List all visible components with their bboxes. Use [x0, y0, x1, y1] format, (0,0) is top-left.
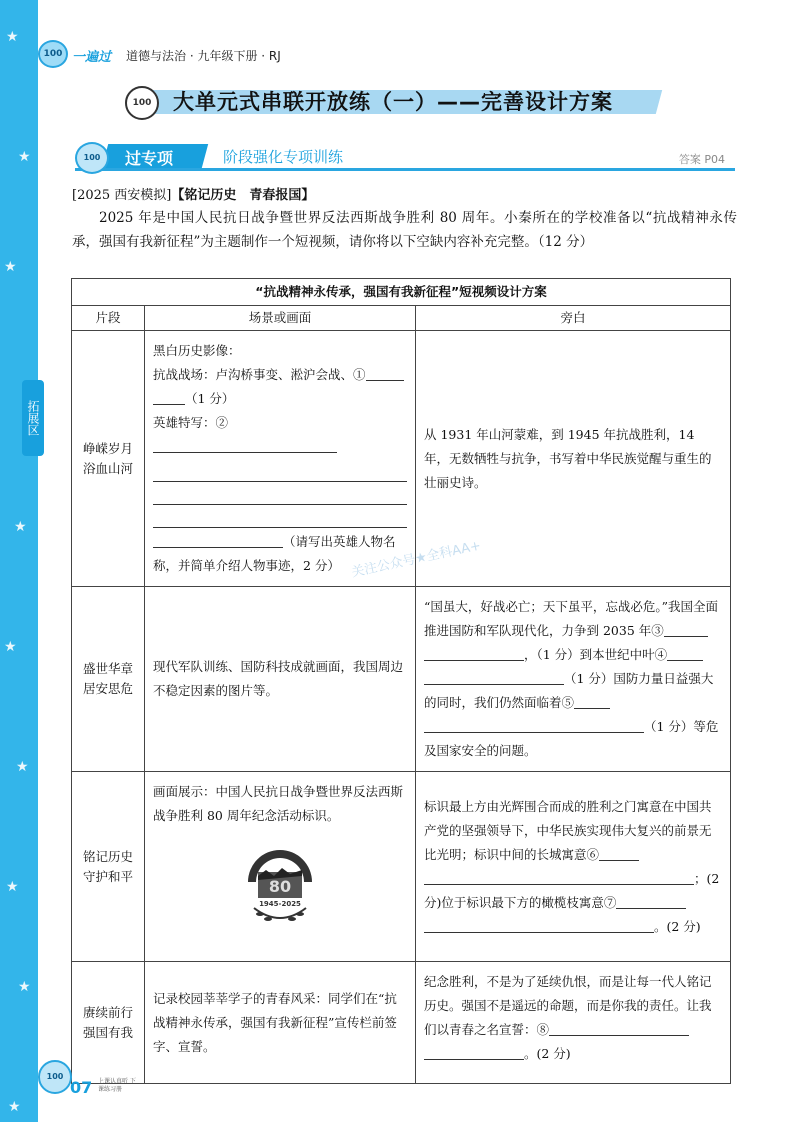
answer-blank-5b[interactable] — [424, 716, 644, 733]
lesson-title — [125, 84, 685, 118]
emblem-number: 80 — [268, 877, 292, 896]
answer-line[interactable] — [153, 459, 407, 482]
scene-text: 记录校园莘莘学子的青春风采：同学们在“抗战精神永传承，强国有我新征程”宣传栏前签字、宣誓。 — [153, 990, 397, 1054]
footer-slogan: 上课认真听 下课练习册 — [98, 1078, 136, 1093]
scene-cell — [145, 962, 416, 1084]
segment-cell — [72, 772, 145, 962]
answer-line[interactable] — [153, 505, 407, 528]
table-header-row — [72, 306, 731, 331]
page-title: 大单元式串联开放练（一）——完善设计方案 — [173, 90, 613, 114]
segment-line: 居安思危 — [82, 681, 133, 696]
emblem-years: 1945-2025 — [259, 900, 301, 908]
answer-blank-4b[interactable] — [424, 668, 564, 685]
answer-reference: 答案 P04 — [678, 153, 725, 166]
segment-cell — [72, 587, 145, 772]
victory-emblem-icon — [234, 836, 326, 928]
narration-cell — [416, 587, 731, 772]
scene-cell — [145, 772, 416, 962]
section-mascot-icon: 100 — [75, 142, 109, 174]
section-header — [75, 142, 735, 174]
answer-blank-8[interactable] — [549, 1019, 689, 1036]
segment-cell — [72, 331, 145, 587]
segment-line: 赓续前行 — [82, 1004, 133, 1020]
answer-blank-6b[interactable] — [424, 868, 694, 885]
section-divider — [75, 168, 735, 171]
table-row — [72, 331, 731, 587]
page-number: 07 — [70, 1078, 93, 1097]
header-segment: 片段 — [72, 306, 145, 331]
answer-blank-3b[interactable] — [424, 644, 524, 661]
segment-line: 浴血山河 — [82, 460, 133, 476]
scene-text: （1 分） — [153, 387, 407, 411]
table-row — [72, 962, 731, 1084]
scene-text: （请写出英雄人物名称，并简单介绍人物事迹，2 分） — [153, 530, 407, 578]
segment-line: 守护和平 — [82, 868, 133, 884]
mascot-logo-icon: 100 — [38, 40, 68, 68]
answer-blank-5[interactable] — [574, 692, 610, 709]
header-narration: 旁白 — [416, 306, 731, 331]
design-table — [71, 278, 731, 1084]
segment-line: 强国有我 — [82, 1024, 133, 1040]
answer-blank-8b[interactable] — [424, 1043, 524, 1060]
scene-text: 黑白历史影像： — [153, 343, 241, 358]
answer-blank-3[interactable] — [664, 620, 708, 637]
scene-cell — [145, 331, 416, 587]
section-tag: 过专项 — [125, 149, 174, 168]
book-title: 道德与法治 · 九年级下册 · RJ — [126, 49, 281, 63]
scene-text: 英雄特写：② — [153, 411, 407, 459]
brand-name: 一遍过 — [72, 50, 112, 65]
title-badge-icon: 100 — [125, 86, 159, 120]
answer-blank-2b[interactable] — [153, 531, 283, 548]
answer-blank-1b[interactable] — [153, 388, 185, 405]
scene-cell — [145, 587, 416, 772]
segment-cell — [72, 962, 145, 1084]
answer-blank-6[interactable] — [599, 844, 639, 861]
question-topic: 【铭记历史 青春报国】 — [171, 188, 315, 203]
table-caption: “抗战精神永传承，强国有我新征程”短视频设计方案 — [72, 279, 731, 306]
answer-blank-4[interactable] — [667, 644, 703, 661]
question-intro: 2025 年是中国人民抗日战争暨世界反法西斯战争胜利 80 周年。小秦所在的学校准备以“抗战精神永传承，强国有我新征程”为主题制作一个短视频，请你将以下空缺内容补充完整。（12 分） — [72, 210, 737, 250]
narration-text: 标识最上方由光辉围合而成的胜利之门寓意在中国共产党的坚强领导下，中华民族实现伟大复兴的前景无比光明；标识中间的长城寓意⑥ — [424, 798, 712, 862]
source-tag: [2025 西安模拟] — [72, 188, 172, 203]
narration-text: （1 分）国防力量日益强大的同时，我们仍然面临着⑤ — [424, 671, 714, 710]
page-header — [38, 40, 338, 70]
narration-text: 。(2 分) — [524, 1046, 571, 1061]
footer-mascot-icon: 100 — [38, 1060, 72, 1094]
segment-line: 盛世华章 — [82, 661, 133, 676]
header-scene: 场景或画面 — [145, 306, 416, 331]
answer-blank-7b[interactable] — [424, 916, 654, 933]
answer-blank-7[interactable] — [616, 892, 686, 909]
scene-text: 画面展示：中国人民抗日战争暨世界反法西斯战争胜利 80 周年纪念活动标识。 — [153, 784, 404, 823]
segment-line: 峥嵘岁月 — [82, 440, 133, 456]
answer-line[interactable] — [153, 482, 407, 505]
side-tab: 拓展区 — [22, 380, 44, 456]
table-row — [72, 587, 731, 772]
answer-blank-2[interactable] — [153, 436, 337, 453]
segment-line: 铭记历史 — [82, 848, 133, 864]
narration-text: 。(2 分) — [654, 918, 701, 934]
question-source — [72, 184, 314, 203]
scene-text: 现代军队训练、国防科技成就画面，我国周边不稳定因素的图片等。 — [153, 659, 404, 698]
narration-text: ；(2 分)位于标识最下方的橄榄枝寓意⑦ — [424, 870, 720, 910]
table-row — [72, 772, 731, 962]
narration-text: 纪念胜利，不是为了延续仇恨，而是让每一代人铭记历史。强国不是遥远的命题，而是你我的责任。让我们以青春之名宣誓：⑧ — [424, 974, 712, 1037]
watermark: 关注公众号★全科AA+ — [350, 538, 483, 581]
narration-cell — [416, 772, 731, 962]
narration-cell — [416, 962, 731, 1084]
answer-blank-1[interactable] — [366, 364, 404, 381]
narration-text: ，（1 分）到本世纪中叶④ — [524, 647, 668, 662]
section-subtitle: 阶段强化专项训练 — [223, 148, 344, 166]
narration-text: “国虽大，好战必亡；天下虽平，忘战必危。”我国全面推进国防和军队现代化，力争到 2035 年③ — [424, 599, 719, 638]
scene-text: 抗战战场：卢沟桥事变、淞沪会战、① — [153, 363, 407, 387]
narration-text: （1 分）等危及国家安全的问题。 — [424, 719, 719, 758]
narration-text: 从 1931 年山河蒙难，到 1945 年抗战胜利，14 年，无数牺牲与抗争，书写着中华民族觉醒与重生的壮丽史诗。 — [424, 426, 712, 490]
